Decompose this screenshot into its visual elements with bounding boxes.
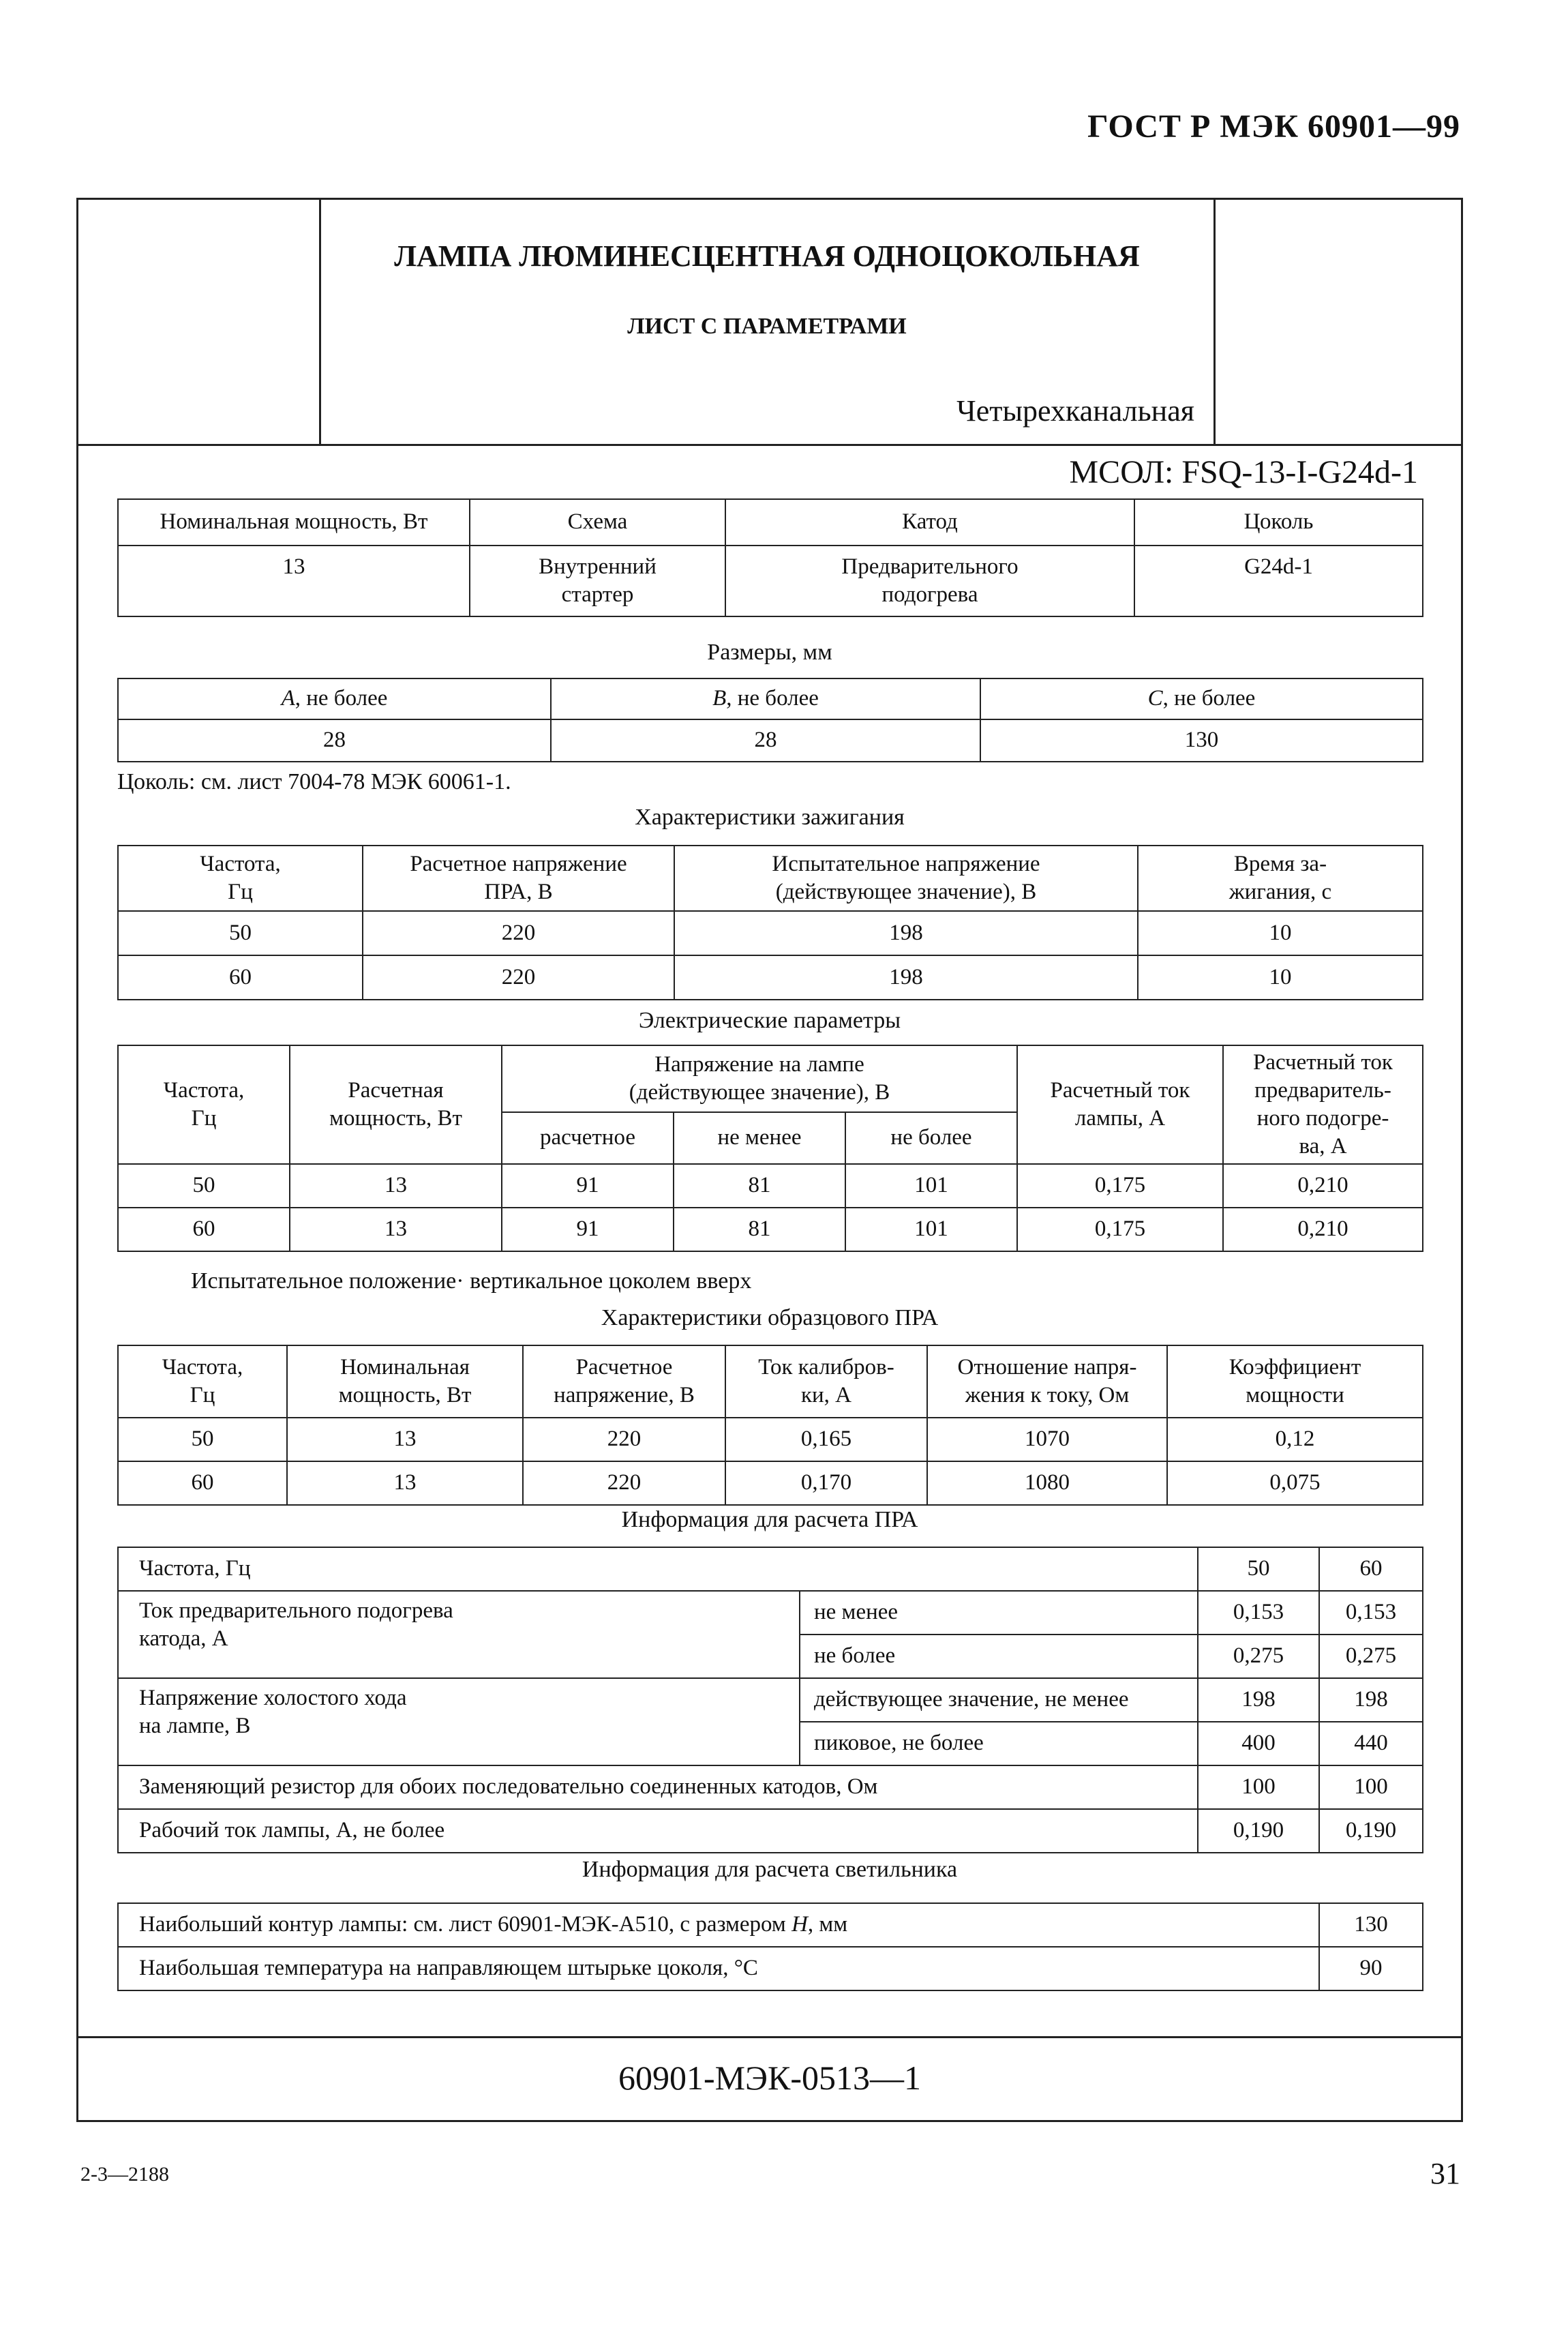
- table-label-cell: не более: [800, 1635, 1198, 1678]
- table-label-cell: Ток предварительного подогрева катода, А: [118, 1591, 800, 1678]
- table-cell: 13: [290, 1208, 502, 1251]
- table-cell: 0,275: [1319, 1635, 1423, 1678]
- header-right-divider: [1213, 198, 1216, 445]
- table-header-cell: B, не более: [551, 678, 980, 719]
- page-number: 31: [1430, 2157, 1460, 2190]
- table-cell: 28: [551, 719, 980, 762]
- table-header-cell: Ток калибров- ки, А: [725, 1345, 927, 1418]
- table-header-cell: Номинальная мощность, Вт: [118, 499, 470, 546]
- table-cell: 81: [674, 1164, 845, 1208]
- table-header-cell: Номинальная мощность, Вт: [287, 1345, 523, 1418]
- test-position-note: Испытательное положение· вертикальное цоколем вверх: [191, 1268, 752, 1294]
- table-cell: 0,175: [1017, 1164, 1223, 1208]
- table-header-cell: Схема: [470, 499, 725, 546]
- sheet-number: 60901-МЭК-0513—1: [618, 2059, 922, 2097]
- sheet-title: ЛАМПА ЛЮМИНЕСЦЕНТНАЯ ОДНОЦОКОЛЬНАЯ: [394, 239, 1140, 273]
- table-cell: 28: [118, 719, 551, 762]
- table-label-cell: Напряжение холостого хода на лампе, В: [118, 1678, 800, 1765]
- table-header-cell: Расчетная мощность, Вт: [290, 1045, 502, 1164]
- table-label-cell: действующее значение, не менее: [800, 1678, 1198, 1722]
- electrical-table: [117, 1045, 1423, 1252]
- table-cell: 198: [1319, 1678, 1423, 1722]
- table-header-cell: Частота, Гц: [118, 846, 363, 911]
- table-cell: 198: [1198, 1678, 1319, 1722]
- luminaire-info-caption: Информация для расчета светильника: [582, 1857, 958, 1882]
- table-cell: 10: [1138, 955, 1423, 1000]
- table-label-cell: Рабочий ток лампы, А, не более: [118, 1809, 1198, 1853]
- table-cell: 101: [845, 1164, 1017, 1208]
- table-cell: G24d-1: [1134, 546, 1423, 616]
- dimensions-caption: Размеры, мм: [707, 640, 832, 665]
- table-header-cell: Частота, Гц: [118, 1345, 287, 1418]
- table-cell: 100: [1319, 1765, 1423, 1809]
- table-cell: 0,165: [725, 1418, 927, 1461]
- table-cell: 0,275: [1198, 1635, 1319, 1678]
- footer-divider: [76, 2036, 1463, 2038]
- table-label-cell: пиковое, не более: [800, 1722, 1198, 1765]
- general-table: [117, 498, 1423, 617]
- table-cell: 91: [502, 1208, 674, 1251]
- table-cell: 90: [1319, 1947, 1423, 1990]
- table-cell: 60: [118, 1208, 290, 1251]
- dimensions-table: [117, 678, 1423, 762]
- header-divider: [76, 444, 1463, 446]
- table-header-cell: Испытательное напряжение (действующее значение), В: [674, 846, 1138, 911]
- table-cell: 198: [674, 955, 1138, 1000]
- table-cell: 0,153: [1319, 1591, 1423, 1635]
- base-note: Цоколь: см. лист 7004-78 МЭК 60061-1.: [117, 769, 511, 794]
- table-header-cell: 60: [1319, 1547, 1423, 1591]
- lamp-variant: Четырехканальная: [956, 394, 1194, 428]
- table-label-cell: Заменяющий резистор для обоих последовательно соединенных катодов, Ом: [118, 1765, 1198, 1809]
- table-cell: 10: [1138, 911, 1423, 955]
- table-cell: 440: [1319, 1722, 1423, 1765]
- table-header-cell: Расчетный ток лампы, А: [1017, 1045, 1223, 1164]
- table-cell: 0,170: [725, 1461, 927, 1505]
- table-cell: 0,075: [1167, 1461, 1423, 1505]
- table-cell: 13: [287, 1461, 523, 1505]
- reference-ballast-caption: Характеристики образцового ПРА: [601, 1305, 939, 1330]
- electrical-caption: Электрические параметры: [638, 1008, 901, 1033]
- table-cell: 101: [845, 1208, 1017, 1251]
- table-header-cell: Время за- жигания, с: [1138, 846, 1423, 911]
- table-cell: 91: [502, 1164, 674, 1208]
- table-header-cell: Коэффициент мощности: [1167, 1345, 1423, 1418]
- table-cell: 60: [118, 955, 363, 1000]
- ignition-caption: Характеристики зажигания: [635, 805, 905, 830]
- table-header-cell: A, не более: [118, 678, 551, 719]
- ignition-table: [117, 845, 1423, 1000]
- table-cell: 0,175: [1017, 1208, 1223, 1251]
- table-cell: 50: [118, 1418, 287, 1461]
- table-cell: 198: [674, 911, 1138, 955]
- ballast-info-caption: Информация для расчета ПРА: [621, 1507, 918, 1532]
- table-cell: 0,210: [1223, 1208, 1423, 1251]
- table-header-cell: Напряжение на лампе (действующее значение), В: [502, 1045, 1017, 1112]
- document-standard-number: ГОСТ Р МЭК 60901—99: [1087, 108, 1460, 145]
- table-header-cell: Расчетное напряжение, В: [523, 1345, 725, 1418]
- ballast-info-table: [117, 1547, 1423, 1853]
- table-cell: 130: [1319, 1903, 1423, 1947]
- table-header-cell: Цоколь: [1134, 499, 1423, 546]
- table-cell: Внутренний стартер: [470, 546, 725, 616]
- table-header-cell: Расчетный ток предваритель- ного подогре- ва, А: [1223, 1045, 1423, 1164]
- table-cell: 81: [674, 1208, 845, 1251]
- table-label-cell: Частота, Гц: [118, 1547, 1198, 1591]
- lamp-designation: МСОЛ: FSQ-13-I-G24d-1: [1069, 454, 1418, 490]
- table-cell: 100: [1198, 1765, 1319, 1809]
- table-cell: 1080: [927, 1461, 1167, 1505]
- table-cell: 13: [287, 1418, 523, 1461]
- reference-ballast-table: [117, 1345, 1423, 1506]
- sheet-subtitle: ЛИСТ С ПАРАМЕТРАМИ: [627, 314, 907, 339]
- table-cell: Предварительного подогрева: [725, 546, 1134, 616]
- table-cell: 60: [118, 1461, 287, 1505]
- table-cell: 0,210: [1223, 1164, 1423, 1208]
- table-header-cell: Катод: [725, 499, 1134, 546]
- table-cell: 130: [980, 719, 1423, 762]
- table-cell: 220: [363, 911, 674, 955]
- table-cell: 0,190: [1198, 1809, 1319, 1853]
- table-header-cell: Расчетное напряжение ПРА, В: [363, 846, 674, 911]
- table-cell: 400: [1198, 1722, 1319, 1765]
- table-cell: 50: [118, 1164, 290, 1208]
- table-header-cell: C, не более: [980, 678, 1423, 719]
- table-header-cell: Отношение напря- жения к току, Ом: [927, 1345, 1167, 1418]
- table-header-cell: не менее: [674, 1112, 845, 1164]
- table-cell: 0,153: [1198, 1591, 1319, 1635]
- table-cell: 220: [363, 955, 674, 1000]
- table-header-cell: 50: [1198, 1547, 1319, 1591]
- table-cell: 50: [118, 911, 363, 955]
- table-cell: 13: [290, 1164, 502, 1208]
- table-cell: 0,190: [1319, 1809, 1423, 1853]
- table-cell: 220: [523, 1418, 725, 1461]
- print-code: 2-3—2188: [80, 2163, 169, 2185]
- table-cell: 13: [118, 546, 470, 616]
- luminaire-info-table: [117, 1902, 1423, 1991]
- table-cell: 1070: [927, 1418, 1167, 1461]
- table-cell: 0,12: [1167, 1418, 1423, 1461]
- table-header-cell: расчетное: [502, 1112, 674, 1164]
- table-cell: 220: [523, 1461, 725, 1505]
- table-label-cell: Наибольшая температура на направляющем штырьке цоколя, °С: [118, 1947, 1319, 1990]
- table-header-cell: Частота, Гц: [118, 1045, 290, 1164]
- table-label-cell: не менее: [800, 1591, 1198, 1635]
- table-label-cell: Наибольший контур лампы: см. лист 60901-МЭК-А510, с размером H, мм: [118, 1903, 1319, 1947]
- table-header-cell: не более: [845, 1112, 1017, 1164]
